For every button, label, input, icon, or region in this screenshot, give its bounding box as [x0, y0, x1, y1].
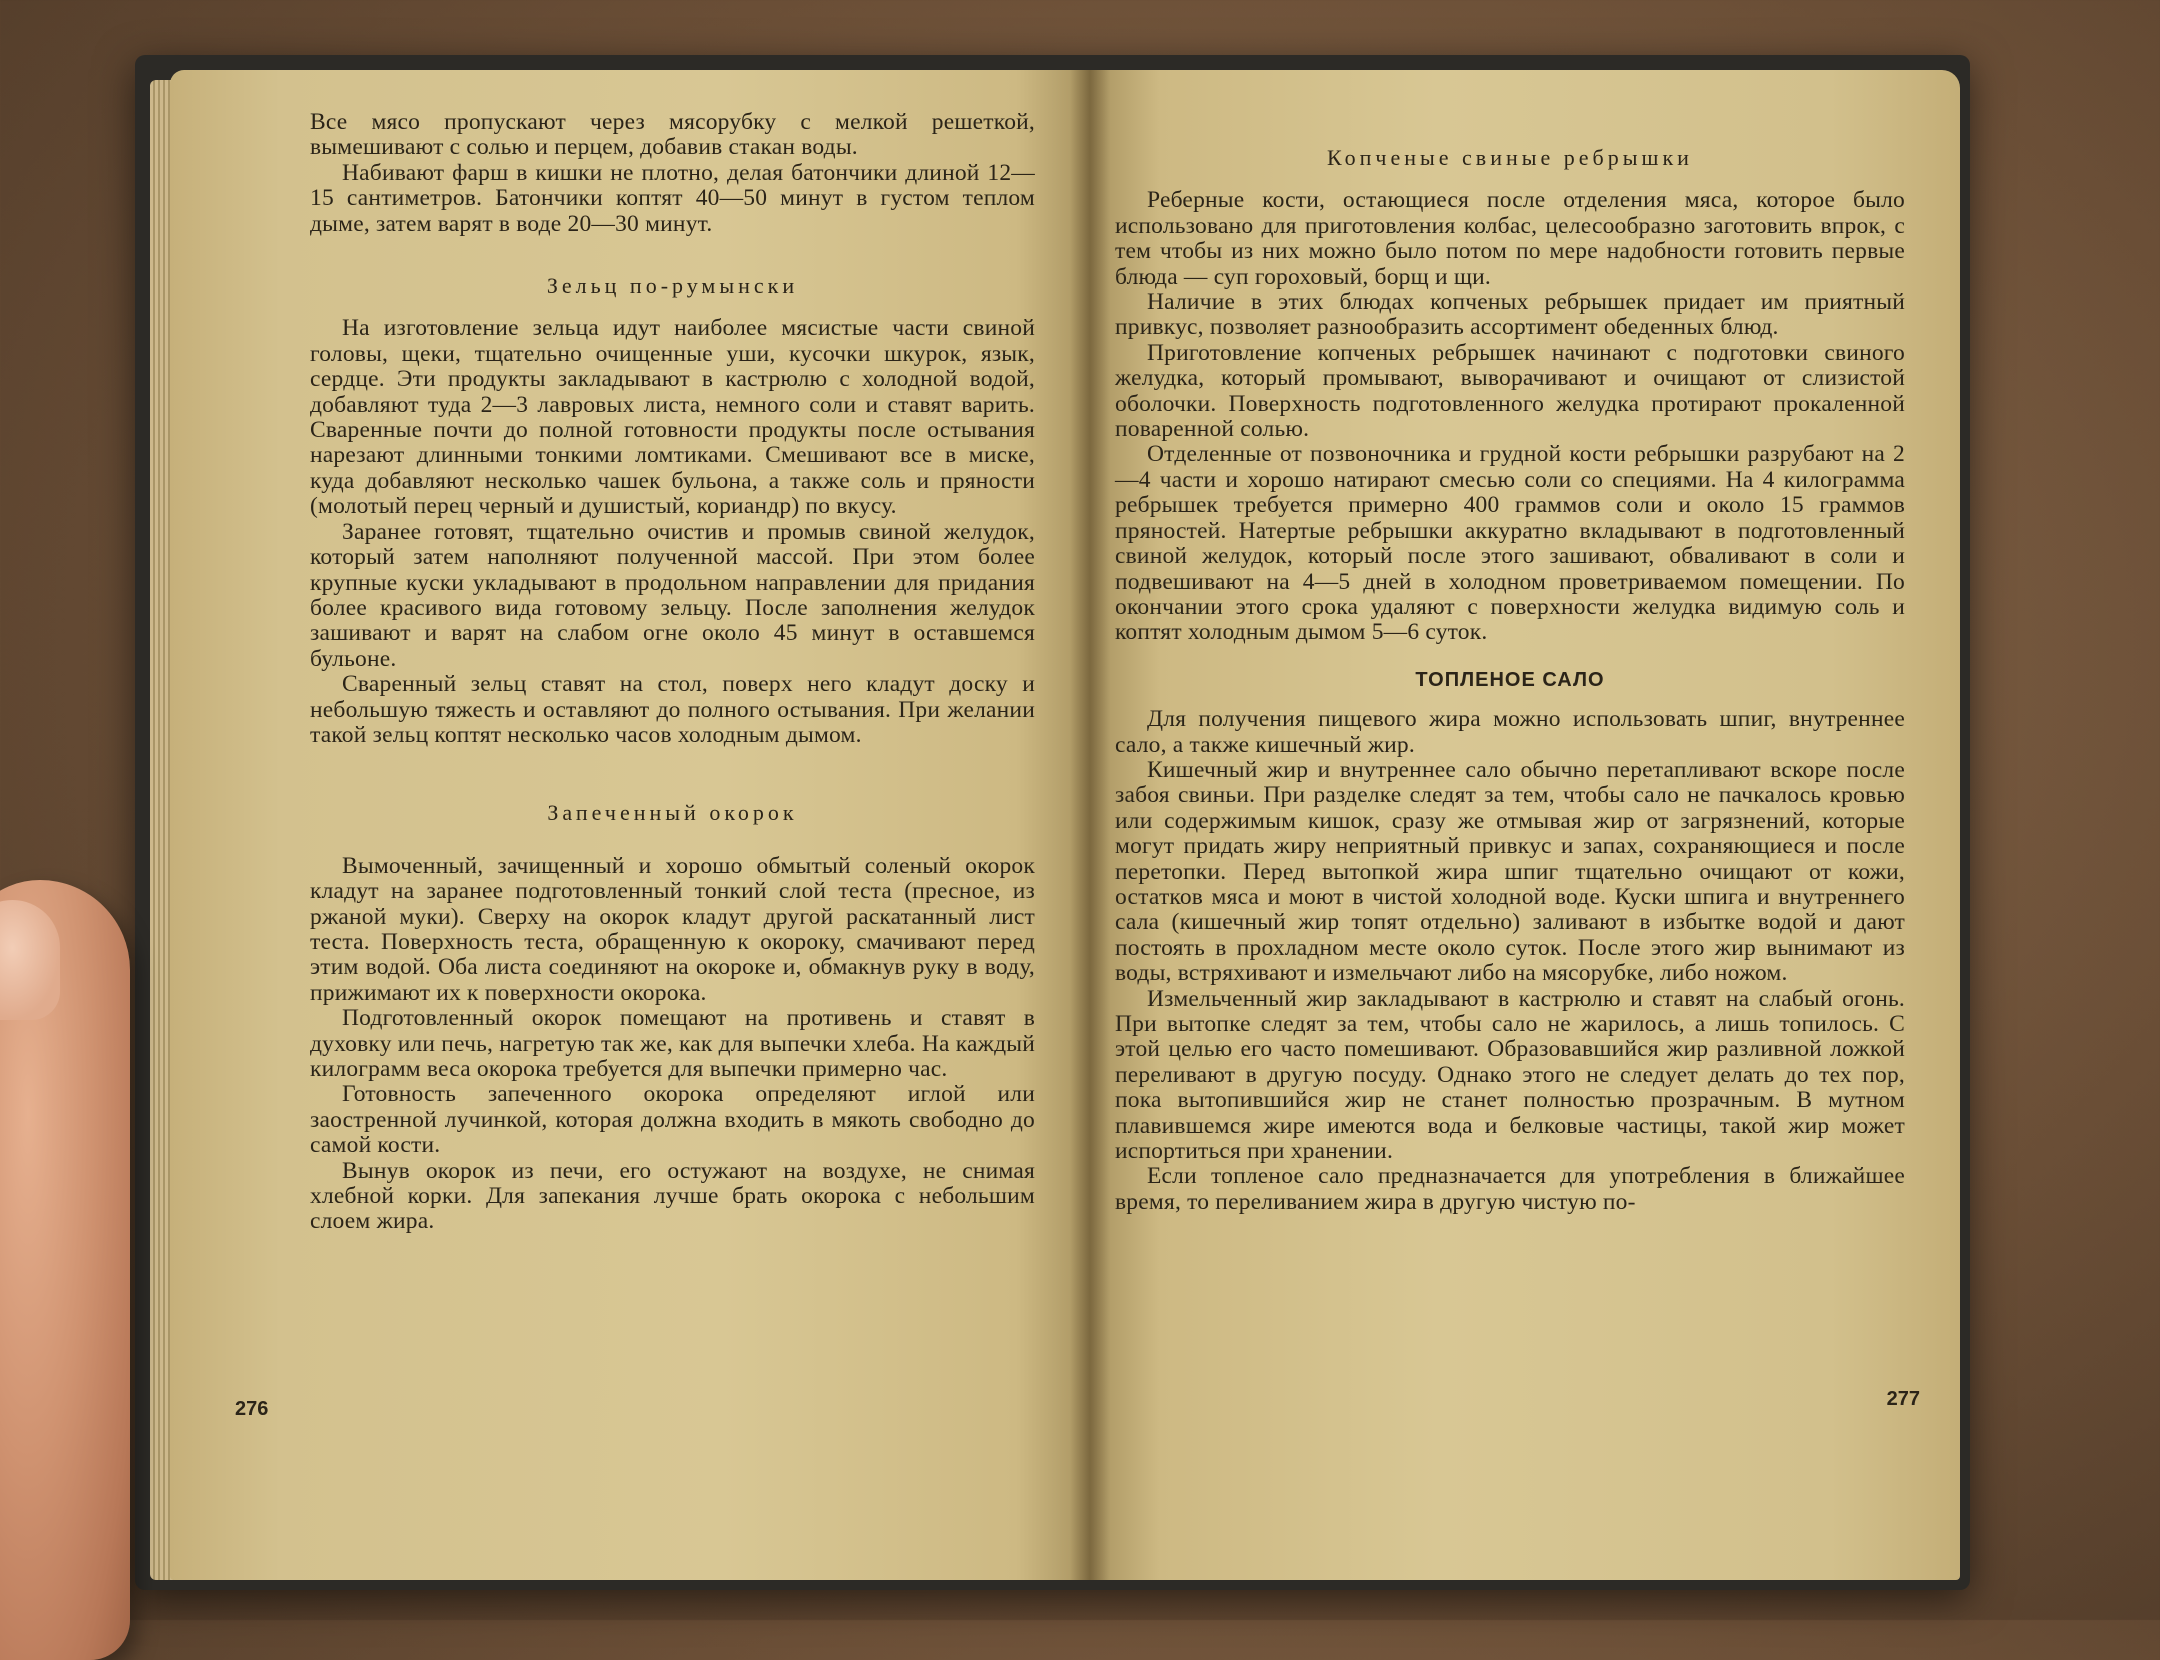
paragraph: Вымоченный, зачищенный и хорошо обмытый соленый окорок кладут на заранее подготовленный тонкий слой теста (пресное, из ржаной муки). Сверху на окорок кладут другой раскатанный лист теста. Поверхность теста, обращенную к окороку, смачивают перед этим водой. Оба листа соединяют на окороке и, обмакнув руку в воду, прижимают их к поверхности окорока. — [310, 852, 1035, 1006]
paragraph: Набивают фарш в кишки не плотно, делая батончики длиной 12—15 сантиметров. Батончики коптят 40—50 минут в густом теплом дыме, затем варят в воде 20—30 минут. — [310, 159, 1035, 237]
left-page-text — [310, 110, 1035, 1235]
paragraph: Готовность запеченного окорока определяют иглой или заостренной лучинкой, которая должна входить в мякоть свободно до самой кости. — [310, 1081, 1035, 1159]
section-title: Копченые свиные ребрышки — [1327, 145, 1693, 170]
thumbnail-nail — [0, 900, 60, 1020]
book-gutter — [1070, 70, 1110, 1580]
thumb — [0, 880, 130, 1660]
paragraph: Сваренный зельц ставят на стол, поверх него кладут доску и небольшую тяжесть и оставляют до полного остывания. При желании такой зельц коптят несколько часов холодным дымом. — [310, 671, 1035, 748]
page-number: 276 — [235, 1398, 269, 1420]
paragraph: Для получения пищевого жира можно использовать шпиг, внутреннее сало, а также кишечный жир. — [1115, 706, 1905, 758]
left-page — [170, 70, 1090, 1580]
paragraph: Реберные кости, остающиеся после отделения мяса, которое было использовано для приготовления колбас, целесообразно заготовить впрок, с тем чтобы из них можно было потом по мере надобности готовить первые блюда — суп гороховый, борщ и щи. — [1115, 187, 1905, 290]
section-title: Запеченный окорок — [547, 800, 798, 826]
paragraph: Приготовление копченых ребрышек начинают с подготовки свиного желудка, который промывают, выворачивают и очищают от слизистой оболочки. Поверхность подготовленного желудка протирают прокаленной поваренной солью. — [1115, 339, 1905, 443]
paragraph: Отделенные от позвоночника и грудной кости ребрышки разрубают на 2—4 части и хорошо натирают смесью соли со специями. На 4 килограмма ребрышек требуется примерно 400 граммов соли и около 15 граммов пряностей. Натертые ребрышки аккуратно вкладывают в подготовленный свиной желудок, который после этого зашивают, обваливают в соли и подвешивают на 4—5 дней в холодном проветриваемом помещении. По окончании этого срока удаляют с поверхности желудка видимую соль и коптят холодным дымом 5—6 суток. — [1115, 441, 1905, 646]
section-title: Зельц по-румынски — [546, 273, 799, 299]
paragraph: Все мясо пропускают через мясорубку с мелкой решеткой, вымешивают с солью и перцем, добавив стакан воды. — [310, 109, 1035, 161]
paragraph: Вынув окорок из печи, его остужают на воздухе, не снимая хлебной корки. Для запекания лучше брать окорока с небольшим слоем жира. — [310, 1157, 1035, 1235]
page-number: 277 — [1886, 1388, 1920, 1410]
paragraph: Подготовленный окорок помещают на противень и ставят в духовку или печь, нагретую так же, как для выпечки хлеба. На каждый килограмм веса окорока требуется для выпечки примерно час. — [310, 1005, 1035, 1082]
paragraph: Заранее готовят, тщательно очистив и промыв свиной желудок, который затем наполняют полученной массой. При этом более крупные куски укладывают в продольном направлении для придания более красивого вида готовому зельцу. После заполнения желудок зашивают и варят на слабом огне около 45 минут в оставшемся бульоне. — [310, 518, 1035, 672]
section-title: ТОПЛЕНОЕ САЛО — [1415, 668, 1605, 691]
right-page-text — [1115, 145, 1905, 1215]
paragraph: Если топленое сало предназначается для употребления в ближайшее время, то переливанием жира в другую чистую по- — [1115, 1163, 1905, 1215]
paragraph: Наличие в этих блюдах копченых ребрышек придает им приятный привкус, позволяет разнообразить ассортимент обеденных блюд. — [1115, 289, 1905, 341]
paragraph: Кишечный жир и внутреннее сало обычно перетапливают вскоре после забоя свиньи. При разделке следят за тем, чтобы сало не пачкалось кровью или содержимым кишок, сразу же отмывая жир от загрязнений, которые могут придать жиру неприятный привкус и запах, сохраняющиеся и после перетопки. Перед вытопкой жира шпиг тщательно очищают от кожи, остатков мяса и моют в чистой холодной воде. Куски шпига и внутреннего сала (кишечный жир топят отдельно) заливают в избытке водой и дают постоять в прохладном месте около суток. После этого жир вынимают из воды, встряхивают и измельчают либо на мясорубке, либо ножом. — [1115, 756, 1905, 987]
paragraph: Измельченный жир закладывают в кастрюлю и ставят на слабый огонь. При вытопке следят за тем, чтобы сало не жарилось, а лишь топилось. С этой целью его часто помешивают. Образовавшийся жир разливной ложкой переливают в другую посуду. Однако этого не следует делать до тех пор, пока вытопившийся жир не станет полностью прозрачным. В мутном плавившемся жире имеются вода и белковые частицы, такой жир может испортиться при хранении. — [1115, 985, 1905, 1165]
right-page — [1090, 70, 1960, 1580]
paragraph: На изготовление зельца идут наиболее мясистые части свиной головы, щеки, тщательно очищенные уши, кусочки шкурок, язык, сердце. Эти продукты закладывают в кастрюлю с холодной водой, добавляют туда 2—3 лавровых листа, немного соли и ставят варить. Сваренные почти до полной готовности продукты после остывания нарезают длинными тонкими ломтиками. Смешивают все в миске, куда добавляют несколько чашек бульона, а также соль и пряности (молотый перец черный и душистый, кориандр) по вкусу. — [310, 315, 1035, 520]
